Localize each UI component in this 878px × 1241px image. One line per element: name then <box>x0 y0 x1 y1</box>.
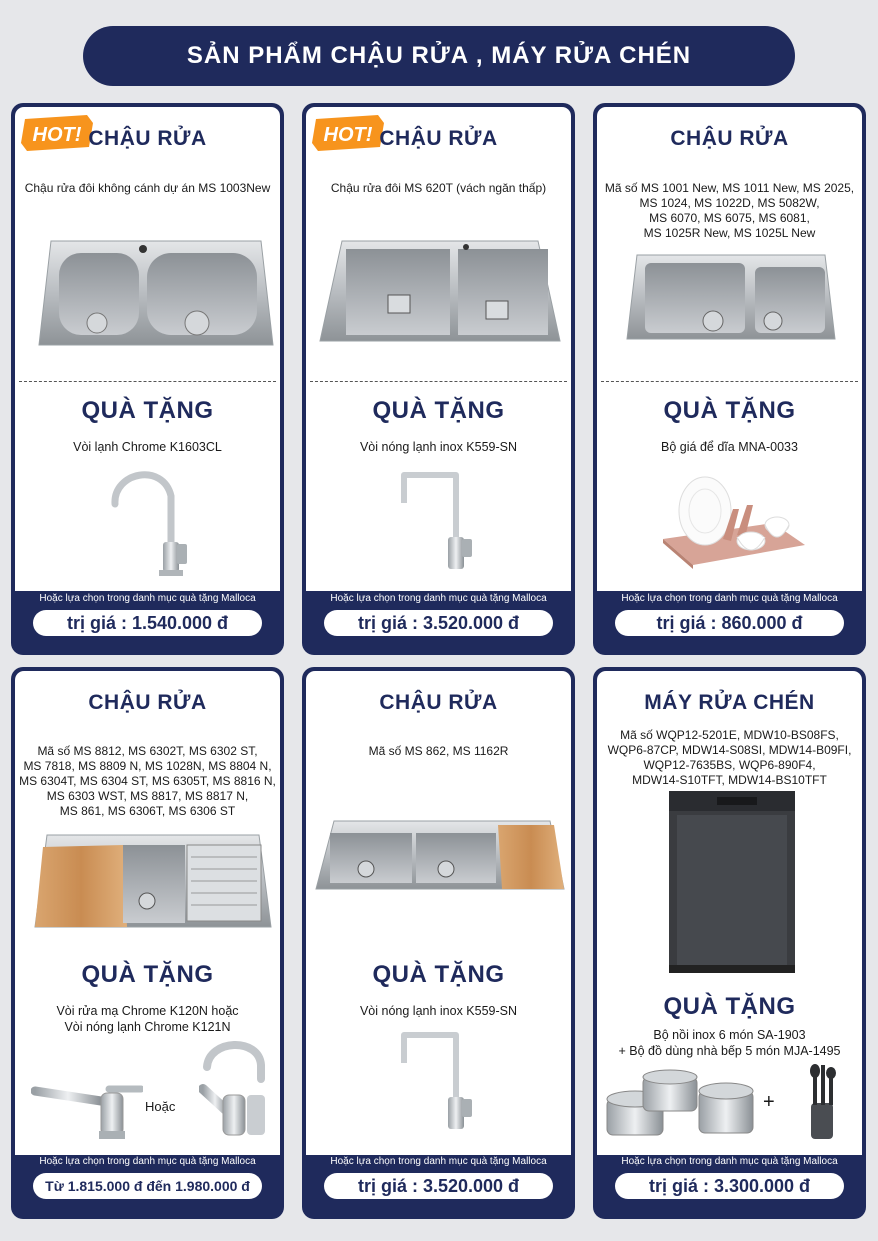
faucet-icon <box>390 467 490 577</box>
or-label: Hoặc <box>145 1099 176 1114</box>
faucet-icon <box>199 1039 277 1143</box>
gift-title: QUÀ TẶNG <box>663 993 796 1020</box>
gift-catalog-note: Hoặc lựa chọn trong danh mục quà tặng Malloca <box>330 1156 547 1167</box>
double-sink-icon <box>316 237 564 345</box>
gift-catalog-note: Hoặc lựa chọn trong danh mục quà tặng Malloca <box>621 1156 838 1167</box>
product-card-2 <box>302 103 575 655</box>
utensil-set-icon <box>797 1063 847 1143</box>
gift-title: QUÀ TẶNG <box>81 397 214 424</box>
page-header <box>83 26 795 86</box>
product-card-3 <box>593 103 866 655</box>
gift-title: QUÀ TẶNG <box>81 961 214 988</box>
dishwasher-icon <box>667 789 797 975</box>
price-badge: trị giá : 3.520.000 đ <box>324 1173 553 1199</box>
product-desc: Mã số MS 1001 New, MS 1011 New, MS 2025, MS 1024, MS 1022D, MS 5082W, MS 6070, MS 6075, MS 6081, MS 1025R New, MS 1025L New <box>604 181 855 240</box>
gift-title: QUÀ TẶNG <box>372 961 505 988</box>
divider <box>19 381 276 382</box>
gift-catalog-note: Hoặc lựa chọn trong danh mục quà tặng Malloca <box>39 1156 256 1167</box>
price-badge: trị giá : 860.000 đ <box>615 610 844 636</box>
price-badge: Từ 1.815.000 đ đến 1.980.000 đ <box>33 1173 262 1199</box>
product-desc: Chậu rửa đôi không cánh dự án MS 1003New <box>24 181 271 195</box>
card-title: CHẬU RỬA <box>379 691 498 714</box>
card-title: MÁY RỬA CHÉN <box>644 691 815 714</box>
faucet-icon <box>103 462 203 582</box>
price-badge: trị giá : 3.300.000 đ <box>615 1173 844 1199</box>
gift-desc: Vòi nóng lạnh inox K559-SN <box>359 440 518 454</box>
svg-text:HOT!: HOT! <box>32 124 82 146</box>
double-sink-icon <box>623 251 839 343</box>
workstation-sink-icon <box>314 817 566 893</box>
price-badge: trị giá : 3.520.000 đ <box>324 610 553 636</box>
cookware-icon <box>603 1063 763 1143</box>
product-card-1 <box>11 103 284 655</box>
product-card-6 <box>593 667 866 1219</box>
product-card-5 <box>302 667 575 1219</box>
product-desc: Mã số MS 8812, MS 6302T, MS 6302 ST, MS 7818, MS 8809 N, MS 1028N, MS 8804 N, MS 6304T, MS 6304 ST, MS 6305T, MS 8816 N, MS 6303 WST, MS 8817, MS 8817 N, MS 861, MS 6306T, MS 6306 ST <box>19 744 276 818</box>
card-title: CHẬU RỬA <box>88 127 207 150</box>
card-title: CHẬU RỬA <box>379 127 498 150</box>
gift-catalog-note: Hoặc lựa chọn trong danh mục quà tặng Malloca <box>621 593 838 604</box>
svg-text:HOT!: HOT! <box>323 124 373 146</box>
product-desc: Mã số WQP12-5201E, MDW10-BS08FS, WQP6-87CP, MDW14-S08SI, MDW14-B09FI, WQP12-7635BS, WQP6-890F4, MDW14-S10TFT, MDW14-BS10TFT <box>607 728 852 787</box>
card-title: CHẬU RỬA <box>670 127 789 150</box>
gift-title: QUÀ TẶNG <box>372 397 505 424</box>
gift-catalog-note: Hoặc lựa chọn trong danh mục quà tặng Malloca <box>330 593 547 604</box>
faucet-icon <box>31 1075 143 1147</box>
gift-desc: Vòi rửa mạ Chrome K120N hoặc Vòi nóng lạnh Chrome K121N <box>56 1004 239 1034</box>
gift-desc: Vòi lạnh Chrome K1603CL <box>73 440 222 454</box>
product-desc: Mã số MS 862, MS 1162R <box>368 744 509 758</box>
faucet-icon <box>390 1027 490 1137</box>
gift-title: QUÀ TẶNG <box>663 397 796 424</box>
divider <box>601 381 858 382</box>
product-card-4 <box>11 667 284 1219</box>
divider <box>310 381 567 382</box>
double-sink-icon <box>37 237 275 349</box>
gift-desc: Bộ giá để dĩa MNA-0033 <box>661 440 798 454</box>
workstation-sink-icon <box>31 831 275 931</box>
gift-catalog-note: Hoặc lựa chọn trong danh mục quà tặng Malloca <box>39 593 256 604</box>
gift-desc: Vòi nóng lạnh inox K559-SN <box>359 1004 518 1018</box>
plus-label: + <box>763 1091 775 1113</box>
gift-desc: Bộ nồi inox 6 món SA-1903 + Bộ đồ dùng nhà bếp 5 món MJA-1495 <box>618 1028 841 1058</box>
card-title: CHẬU RỬA <box>88 691 207 714</box>
page-title: SẢN PHẨM CHẬU RỬA , MÁY RỬA CHÉN <box>186 42 692 69</box>
product-desc: Chậu rửa đôi MS 620T (vách ngăn thấp) <box>330 181 547 195</box>
price-badge: trị giá : 1.540.000 đ <box>33 610 262 636</box>
dish-rack-icon <box>653 469 813 569</box>
